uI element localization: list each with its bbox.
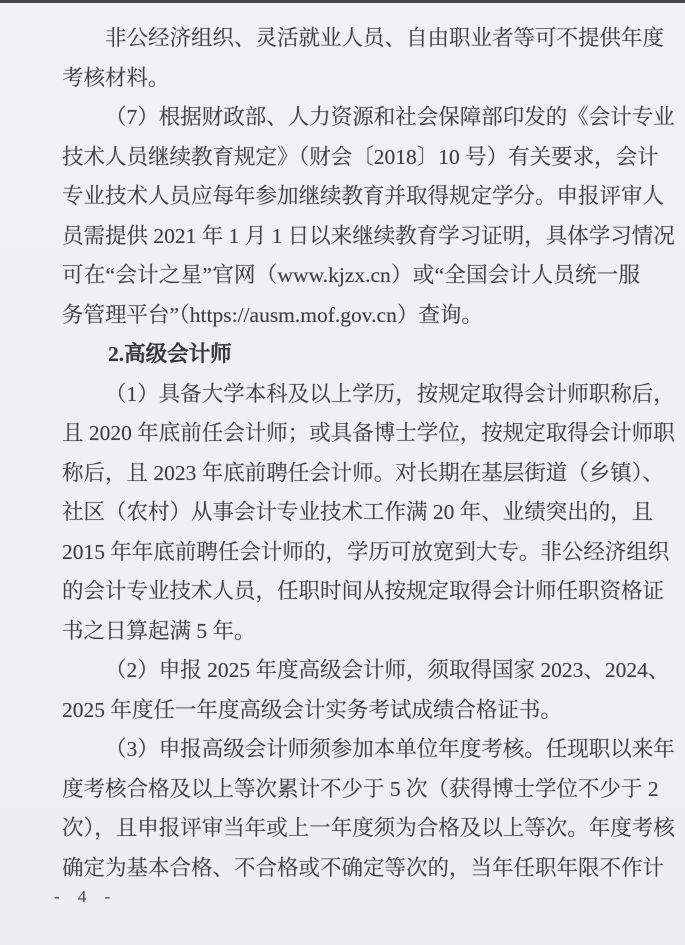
text-line: 可在“会计之星”官网（www.kjzx.cn）或“全国会计人员统一服 <box>62 263 640 287</box>
page-number: - 4 - <box>54 887 118 906</box>
text-line: 度考核合格及以上等次累计不少于 5 次（获得博士学位不少于 2 <box>62 776 659 801</box>
text-line: 2025 年度任一年度高级会计实务考试成绩合格证书。 <box>62 697 562 722</box>
text-line: 确定为基本合格、不合格或不确定等次的，当年任职年限不作计 <box>62 855 665 880</box>
text-line: （1）具备大学本科及以上学历，按规定取得会计师职称后， <box>105 381 675 406</box>
text-line: 专业技术人员应每年参加继续教育并取得规定学分。申报评审人 <box>62 184 665 208</box>
text-line: 的会计专业技术人员，任职时间从按规定取得会计师任职资格证 <box>62 579 665 603</box>
text-line: （3）申报高级会计师须参加本单位年度考核。任现职以来年 <box>105 737 675 761</box>
text-line: 且 2020 年底前任会计师；或具备博士学位，按规定取得会计师职 <box>62 421 675 445</box>
text-line: 称后，且 2023 年底前聘任会计师。对长期在基层街道（乡镇）、 <box>62 460 665 485</box>
text-line: 员需提供 2021 年 1 月 1 日以来继续教育学习证明，具体学习情况 <box>62 223 675 248</box>
text-line: 2015 年年底前聘任会计师的，学历可放宽到大专。非公经济组织 <box>62 539 670 564</box>
text-line: 技术人员继续教育规定》（财会〔2018〕10 号）有关要求，会计 <box>62 144 659 169</box>
text-line: 考核材料。 <box>62 65 170 90</box>
text-line: 社区（农村）从事会计专业技术工作满 20 年、业绩突出的，且 <box>62 500 654 524</box>
text-line: （7）根据财政部、人力资源和社会保障部印发的《会计专业 <box>105 105 675 129</box>
document-body <box>62 19 675 888</box>
text-line: 务管理平台”（https://ausm.mof.gov.cn）查询。 <box>62 302 483 327</box>
text-line: 次），且申报评审当年或上一年度须为合格及以上等次。年度考核 <box>62 816 675 840</box>
text-line: （2）申报 2025 年度高级会计师，须取得国家 2023、2024、 <box>105 658 670 682</box>
scan-top-edge-artifact <box>0 0 685 3</box>
text-line: 书之日算起满 5 年。 <box>62 618 256 643</box>
text-line: 非公经济组织、灵活就业人员、自由职业者等可不提供年度 <box>105 26 665 50</box>
section-heading-senior-accountant: 2.高级会计师 <box>108 342 232 366</box>
